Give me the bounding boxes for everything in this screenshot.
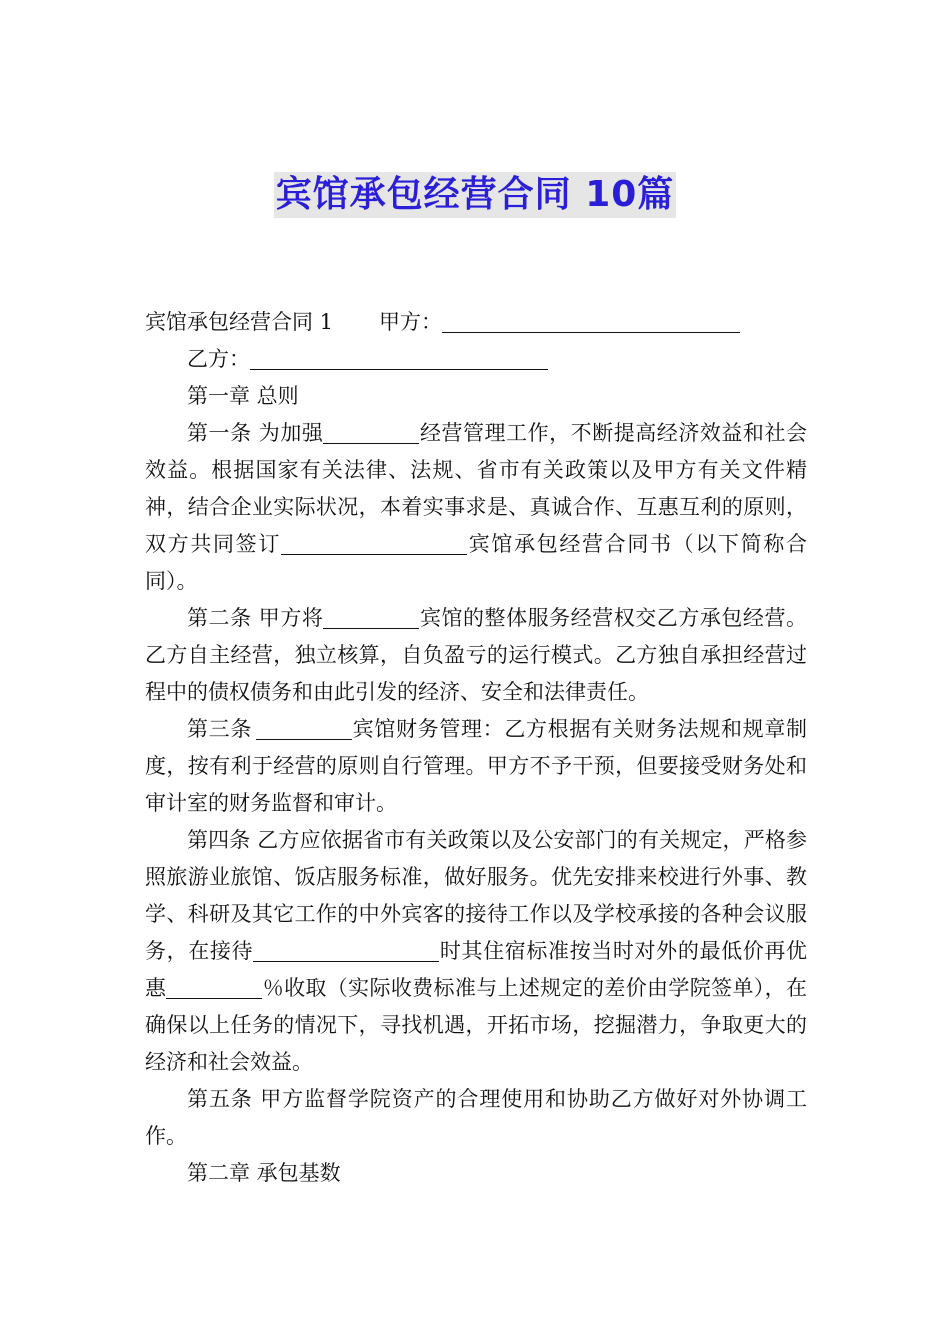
article-1-part-b: 经营管理工作，不断提高经济效益和社会效益。根据国家有关法律、法规、省市有关政策以及甲方有关文件精神，结合企业实际状况，本着实事求是、真诚合作、互惠互利的原则，双方共同签订 [145,421,807,556]
article-1-part-c: 宾馆承包经营合同书（以下简称合同）。 [145,532,807,593]
article-4-blank-2 [166,974,262,999]
contract-number-label: 宾馆承包经营合同 1 [145,310,334,334]
article-4-part-c: ％收取（实际收费标准与上述规定的差价由学院签单），在确保以上任务的情况下，寻找机遇，开拓市场，挖掘潜力，争取更大的经济和社会效益。 [145,976,808,1074]
chapter-1-heading: 第一章 总则 [187,384,299,408]
party-b-line [145,341,807,378]
document-title-text: 宾馆承包经营合同 10篇 [274,172,677,218]
party-b-label: 乙方： [187,347,250,371]
article-2-blank [323,604,419,629]
contract-body [145,304,807,1192]
article-1 [145,415,807,600]
article-4-blank-1 [253,937,439,962]
article-3-part-b: 宾馆财务管理：乙方根据有关财务法规和规章制度，按有利于经营的原则自行管理。甲方不予干预，但要接受财务处和审计室的财务监督和审计。 [145,717,807,815]
article-3 [145,711,807,822]
article-1-blank-1 [323,419,419,444]
article-5: 第五条 甲方监督学院资产的合理使用和协助乙方做好对外协调工作。 [145,1087,807,1148]
article-3-part-a: 第三条 [187,717,252,741]
article-1-part-a: 第一条 为加强 [187,421,324,445]
article-4-part-b: 时其住宿标准按当时对外的最低价再优惠 [145,939,808,1000]
article-2 [145,600,807,711]
article-4-part-a: 第四条 乙方应依据省市有关政策以及公安部门的有关规定，严格参照旅游业旅馆、饭店服务标准，做好服务。优先安排来校进行外事、教学、科研及其它工作的中外宾客的接待工作以及学校承接的各种会议服务，在接待 [145,828,807,963]
party-a-label: 甲方： [379,310,443,334]
article-3-blank [256,715,352,740]
party-b-blank [250,345,548,370]
party-a-blank [442,308,740,333]
article-2-part-a: 第二条 甲方将 [187,606,324,630]
document-title [0,172,950,218]
article-4 [145,822,807,1081]
contract-header-line [145,304,807,341]
chapter-2-heading: 第二章 承包基数 [187,1161,341,1185]
article-1-blank-2 [281,530,467,555]
article-2-part-b: 宾馆的整体服务经营权交乙方承包经营。乙方自主经营，独立核算，自负盈亏的运行模式。乙方独自承担经营过程中的债权债务和由此引发的经济、安全和法律责任。 [145,606,807,704]
